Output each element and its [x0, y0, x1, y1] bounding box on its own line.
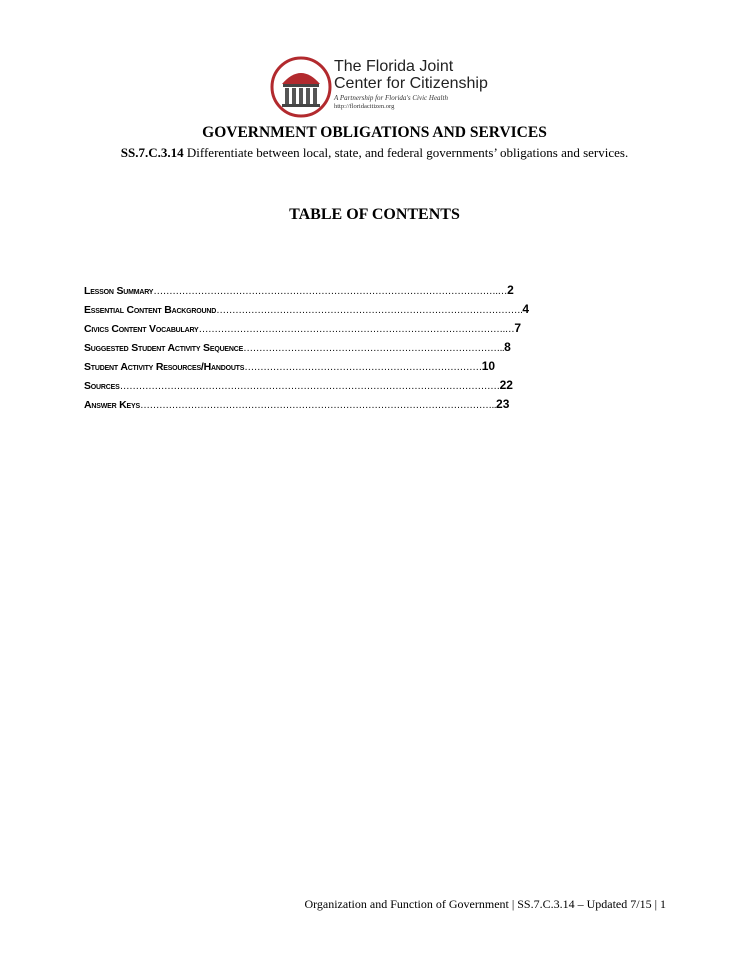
logo — [270, 56, 490, 118]
benchmark-line — [0, 145, 749, 161]
logo-url: http://floridacitizen.org — [334, 103, 395, 110]
toc-page-number: 10 — [481, 359, 496, 373]
page-footer: Organization and Function of Government | SS.7.C.3.14 – Updated 7/15 | 1 — [304, 897, 666, 911]
civic-building-icon — [270, 56, 332, 118]
benchmark-text: Differentiate between local, state, and federal governments’ obligations and services. — [183, 145, 629, 160]
logo-tagline: A Partnership for Florida's Civic Health — [334, 94, 448, 102]
toc-leader: ……………………………………………………………………………………………….… — [153, 286, 508, 297]
toc-entry[interactable] — [84, 299, 529, 318]
toc-page-number: 4 — [522, 302, 530, 316]
toc-leader: ………………………………………………………………… — [244, 362, 482, 373]
toc-entry[interactable] — [84, 394, 529, 413]
toc-entry-label: Essential Content Background — [84, 304, 217, 316]
toc-entry-label: Civics Content Vocabulary — [84, 323, 199, 335]
toc-entry[interactable] — [84, 356, 529, 375]
benchmark-code: SS.7.C.3.14 — [120, 145, 184, 160]
table-of-contents — [84, 280, 529, 413]
toc-entry[interactable] — [84, 318, 529, 337]
toc-page-number: 8 — [504, 340, 511, 354]
toc-page-number: 7 — [514, 321, 521, 335]
toc-entry-label: Lesson Summary — [84, 285, 154, 297]
toc-entry[interactable] — [84, 375, 529, 394]
page-title: GOVERNMENT OBLIGATIONS AND SERVICES — [202, 124, 547, 141]
toc-leader: ………………………………………………………………………………………………….. — [139, 400, 497, 411]
toc-leader: …………………………………………………………………………………….… — [198, 324, 515, 335]
toc-leader: ………………………………………………………………………………………………………… — [119, 381, 500, 392]
logo-name-line1: The Florida Joint — [334, 58, 454, 75]
toc-page-number: 23 — [496, 397, 510, 411]
toc-entry[interactable] — [84, 280, 529, 299]
toc-entry-label: Suggested Student Activity Sequence — [84, 342, 244, 354]
toc-heading: TABLE OF CONTENTS — [289, 206, 460, 223]
toc-page-number: 2 — [507, 283, 514, 297]
toc-entry-label: Sources — [84, 380, 120, 392]
toc-entry-label: Student Activity Resources/Handouts — [84, 361, 245, 373]
toc-leader: ……………………………………………………………………………………. — [216, 305, 523, 316]
toc-entry-label: Answer Keys — [84, 399, 140, 411]
toc-page-number: 22 — [499, 378, 513, 392]
logo-name-line2: Center for Citizenship — [334, 75, 488, 92]
toc-leader: ……………………………………………………………………….. — [243, 343, 505, 354]
toc-entry[interactable] — [84, 337, 529, 356]
